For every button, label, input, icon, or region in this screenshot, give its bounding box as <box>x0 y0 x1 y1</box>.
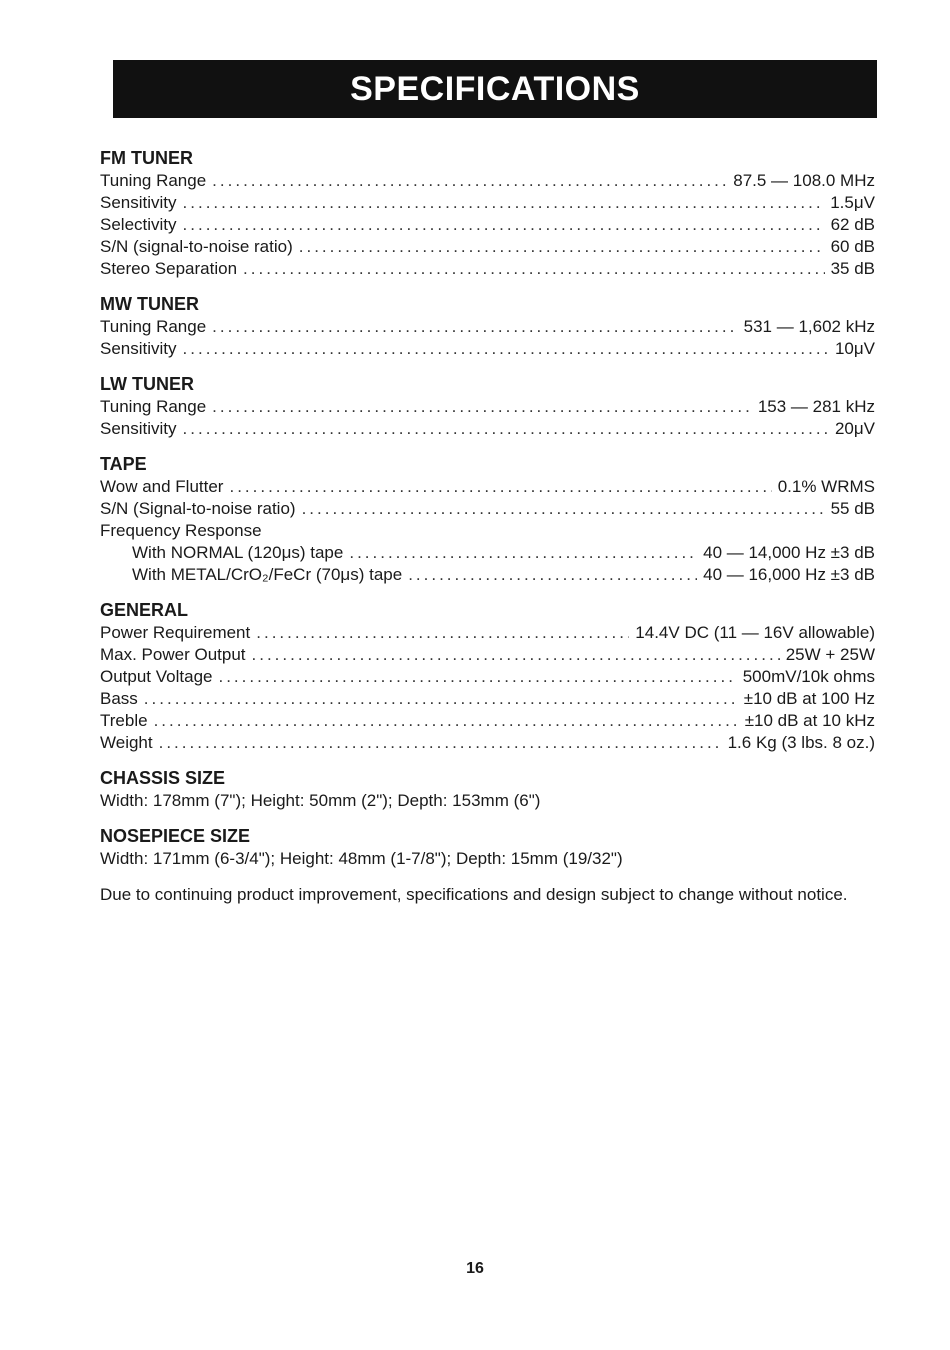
spec-label: Sensitivity <box>100 339 177 358</box>
spec-row <box>100 396 875 418</box>
spec-label: S/N (Signal-to-noise ratio) <box>100 499 296 518</box>
spec-row <box>100 214 875 236</box>
page-number: 16 <box>466 1260 484 1277</box>
spec-label: Sensitivity <box>100 193 177 212</box>
spec-label: Stereo Separation <box>100 259 238 278</box>
spec-value: 20μV <box>834 419 875 438</box>
dot-leader <box>183 338 829 360</box>
spec-value: 10μV <box>834 339 875 358</box>
spec-row <box>100 338 875 360</box>
spec-label: Selectivity <box>100 215 177 234</box>
spec-label: Tuning Range <box>100 397 207 416</box>
spec-value: 40 — 14,000 Hz ±3 dB <box>703 543 875 562</box>
spec-value: 14.4V DC (11 — 16V allowable) <box>635 623 875 642</box>
spec-label: Tuning Range <box>100 171 207 190</box>
spec-value: 1.5μV <box>830 193 875 212</box>
dot-leader <box>408 564 697 586</box>
dot-leader <box>302 498 825 520</box>
spec-label: S/N (signal-to-noise ratio) <box>100 237 293 256</box>
section-heading: LW TUNER <box>100 374 194 394</box>
dot-leader <box>229 476 771 498</box>
spec-value: 87.5 — 108.0 MHz <box>733 171 875 190</box>
spec-value: 25W + 25W <box>785 645 875 664</box>
dot-leader <box>243 258 825 280</box>
title-banner <box>113 60 877 118</box>
section-heading: MW TUNER <box>100 294 199 314</box>
spec-row <box>100 644 875 666</box>
spec-label: Sensitivity <box>100 419 177 438</box>
spec-value: ±10 dB at 100 Hz <box>743 689 875 708</box>
spec-content <box>100 148 875 906</box>
nosepiece-dimensions: Width: 171mm (6-3/4"); Height: 48mm (1-7/8"); Depth: 15mm (19/32") <box>100 849 623 868</box>
spec-row <box>100 258 875 280</box>
spec-row <box>100 542 875 564</box>
spec-value: 60 dB <box>830 237 875 256</box>
dot-leader <box>144 688 738 710</box>
spec-label: Bass <box>100 689 138 708</box>
dot-leader <box>154 710 739 732</box>
spec-label: With NORMAL (120μs) tape <box>132 543 344 562</box>
spec-row <box>100 710 875 732</box>
spec-row <box>100 688 875 710</box>
section-mw-tuner <box>100 294 875 360</box>
spec-value: 40 — 16,000 Hz ±3 dB <box>703 565 875 584</box>
dot-leader <box>256 622 629 644</box>
section-heading: GENERAL <box>100 600 189 620</box>
section-fm-tuner <box>100 148 875 280</box>
section-nosepiece-size <box>100 826 875 870</box>
spec-row <box>100 498 875 520</box>
dot-leader <box>218 666 736 688</box>
spec-row <box>100 666 875 688</box>
dot-leader <box>252 644 780 666</box>
spec-value: 55 dB <box>830 499 875 518</box>
section-heading: FM TUNER <box>100 148 193 168</box>
spec-row <box>100 476 875 498</box>
spec-label: Output Voltage <box>100 667 213 686</box>
spec-row <box>100 236 875 258</box>
spec-value: 0.1% WRMS <box>777 477 875 496</box>
spec-row <box>100 622 875 644</box>
dot-leader <box>183 192 825 214</box>
dot-leader <box>183 214 825 236</box>
spec-label: Treble <box>100 711 148 730</box>
dot-leader <box>349 542 697 564</box>
spec-value: 531 — 1,602 kHz <box>743 317 875 336</box>
spec-row <box>100 418 875 440</box>
spec-label: With METAL/CrO₂/FeCr (70μs) tape <box>132 565 403 584</box>
spec-label: Power Requirement <box>100 623 251 642</box>
dot-leader <box>183 418 829 440</box>
dot-leader <box>212 316 737 338</box>
dot-leader <box>299 236 825 258</box>
spec-value: 62 dB <box>830 215 875 234</box>
dot-leader <box>212 170 727 192</box>
spec-value: 500mV/10k ohms <box>742 667 875 686</box>
section-general <box>100 600 875 754</box>
spec-value: ±10 dB at 10 kHz <box>744 711 875 730</box>
spec-value: 1.6 Kg (3 lbs. 8 oz.) <box>727 733 875 752</box>
spec-value: 35 dB <box>830 259 875 278</box>
dot-leader <box>159 732 722 754</box>
spec-label: Weight <box>100 733 153 752</box>
page-title: SPECIFICATIONS <box>350 69 640 108</box>
spec-value: 153 — 281 kHz <box>757 397 875 416</box>
spec-subheading: Frequency Response <box>100 521 262 540</box>
section-heading: NOSEPIECE SIZE <box>100 826 251 846</box>
chassis-dimensions: Width: 178mm (7"); Height: 50mm (2"); Depth: 153mm (6") <box>100 791 541 810</box>
spec-label: Tuning Range <box>100 317 207 336</box>
spec-label: Max. Power Output <box>100 645 246 664</box>
dot-leader <box>212 396 752 418</box>
spec-row <box>100 564 875 586</box>
spec-row <box>100 192 875 214</box>
spec-row <box>100 732 875 754</box>
section-lw-tuner <box>100 374 875 440</box>
section-chassis-size <box>100 768 875 812</box>
notice-text: Due to continuing product improvement, specifications and design subject to change without notice. <box>100 885 848 904</box>
section-tape <box>100 454 875 586</box>
section-heading: CHASSIS SIZE <box>100 768 226 788</box>
spec-row <box>100 316 875 338</box>
spec-label: Wow and Flutter <box>100 477 224 496</box>
spec-row <box>100 170 875 192</box>
section-heading: TAPE <box>100 454 147 474</box>
